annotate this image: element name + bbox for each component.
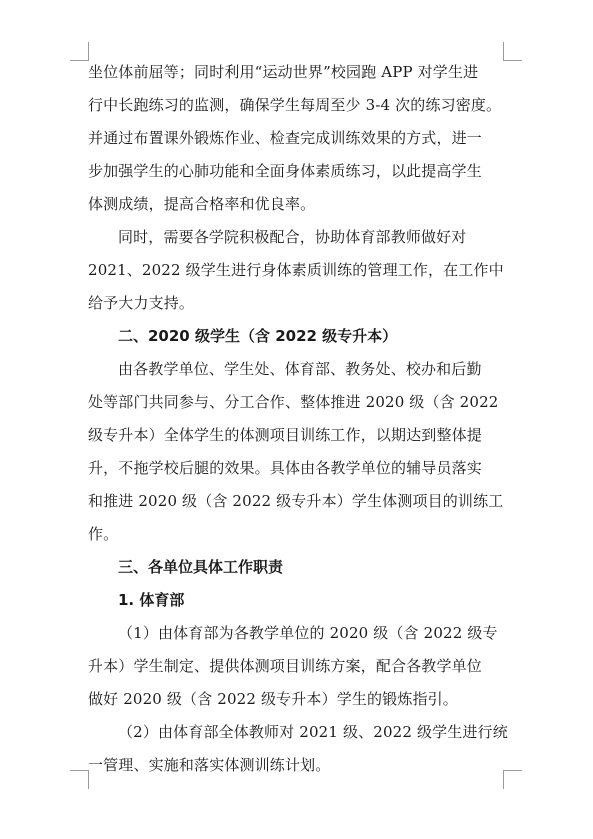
text-line: 升本）学生制定、提供体测项目训练方案，配合各教学单位 xyxy=(88,657,482,675)
text-line: 步加强学生的心肺功能和全面身体素质练习，以此提高学生 xyxy=(88,162,482,180)
paragraph-2020-students xyxy=(88,353,503,551)
paragraph-pe-item-1 xyxy=(88,617,503,716)
text-line: 2021、2022 级学生进行身体素质训练的管理工作，在工作中 xyxy=(88,261,504,279)
text-line: 作。 xyxy=(88,525,119,543)
text-line: （1）由体育部为各教学单位的 2020 级（含 2022 级专 xyxy=(118,624,498,642)
text-line: 并通过布置课外锻炼作业、检查完成训练效果的方式，进一 xyxy=(88,129,482,147)
text-line: 坐位体前屈等；同时利用“运动世界”校园跑 APP 对学生进 xyxy=(88,63,479,81)
crop-mark-top-left xyxy=(70,42,89,61)
subsection-heading-pe-department: 1. 体育部 xyxy=(118,591,185,609)
text-line: 处等部门共同参与、分工合作、整体推进 2020 级（含 2022 xyxy=(88,393,499,411)
text-line: 和推进 2020 级（含 2022 级专升本）学生体测项目的训练工 xyxy=(88,492,504,510)
crop-mark-bottom-right xyxy=(503,770,522,789)
text-line: 升，不拖学校后腿的效果。具体由各教学单位的辅导员落实 xyxy=(88,459,482,477)
text-line: 做好 2020 级（含 2022 级专升本）学生的锻炼指引。 xyxy=(88,690,458,708)
crop-mark-top-right xyxy=(503,42,522,61)
paragraph-pe-item-2 xyxy=(88,716,508,782)
text-line: 给予大力支持。 xyxy=(88,294,195,312)
crop-mark-bottom-left xyxy=(70,770,89,789)
section-heading-2020-students: 二、2020 级学生（含 2022 级专升本） xyxy=(118,327,398,345)
document-body xyxy=(88,56,508,782)
text-line: 一管理、实施和落实体测训练计划。 xyxy=(88,756,331,774)
text-line: 由各教学单位、学生处、体育部、教务处、校办和后勤 xyxy=(118,360,482,378)
section-heading-unit-duties: 三、各单位具体工作职责 xyxy=(118,558,284,576)
paragraph-college-cooperation xyxy=(88,221,503,320)
text-line: 级专升本）全体学生的体测项目训练工作，以期达到整体提 xyxy=(88,426,482,444)
text-line: 行中长跑练习的监测，确保学生每周至少 3-4 次的练习密度。 xyxy=(88,96,502,114)
text-line: 体测成绩，提高合格率和优良率。 xyxy=(88,195,316,213)
text-line: （2）由体育部全体教师对 2021 级、2022 级学生进行统 xyxy=(118,723,508,741)
text-line: 同时，需要各学院积极配合，协助体育部教师做好对 xyxy=(118,228,467,246)
paragraph-training-methods xyxy=(88,56,503,221)
